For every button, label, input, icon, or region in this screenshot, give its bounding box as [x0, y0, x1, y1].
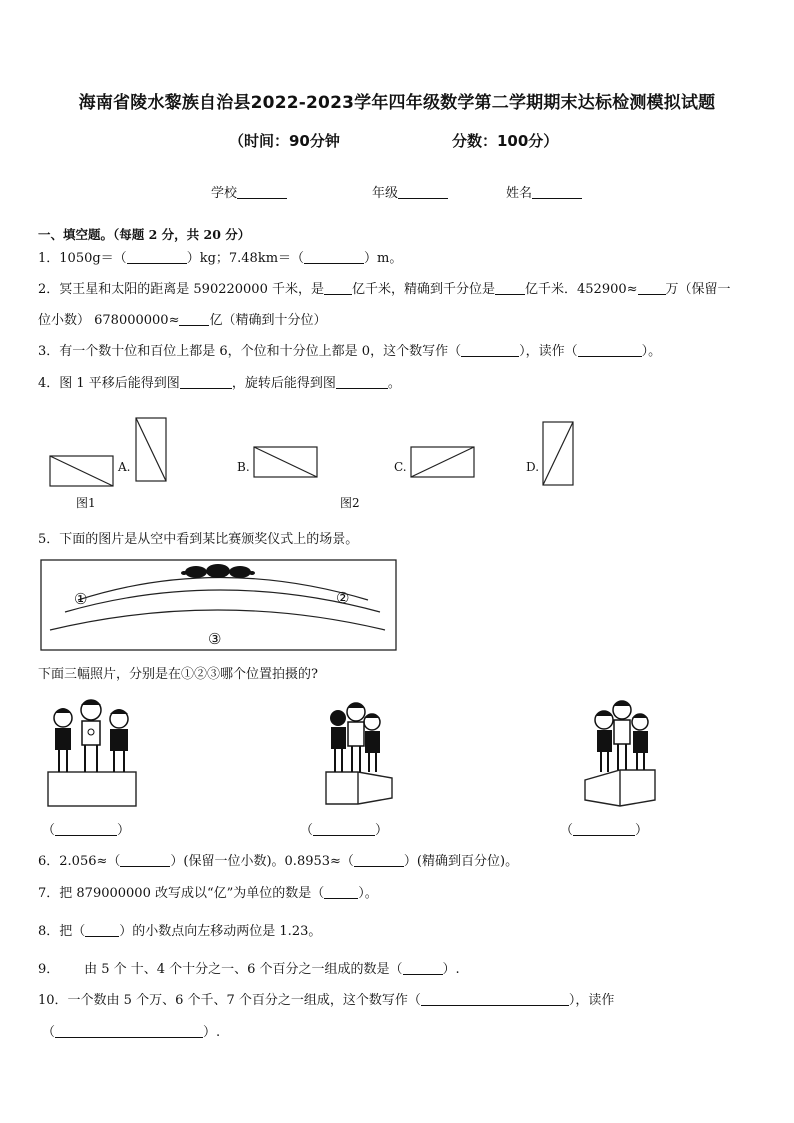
- q3-text-a: 3．有一个数十位和百位上都是 6，个位和十分位上都是 0，这个数写作（: [38, 344, 462, 359]
- exam-time: （时间：90分钟: [229, 132, 340, 150]
- q4-text-a: 4．图 1 平移后能得到图: [38, 376, 180, 391]
- paren-close: ）: [117, 823, 131, 838]
- question-9: [38, 962, 460, 978]
- q2-text-e: 位小数） 678000000≈: [38, 313, 180, 328]
- question-10-line-1: [38, 993, 614, 1009]
- q10-blank-2[interactable]: [55, 1025, 203, 1038]
- q7-blank[interactable]: [324, 886, 358, 899]
- q10-text-c: （: [42, 1025, 56, 1040]
- q8-blank[interactable]: [85, 924, 119, 937]
- q10-text-d: ）.: [203, 1025, 221, 1040]
- q1-text-c: ）m。: [364, 251, 403, 266]
- paren-open: （: [300, 823, 314, 838]
- exam-score: 分数：100分）: [452, 132, 559, 150]
- q9-blank[interactable]: [403, 962, 443, 975]
- paren-close: ）: [635, 823, 649, 838]
- q10-text-a: 10．一个数由 5 个万、6 个千、7 个百分之一组成，这个数写作（: [38, 993, 421, 1008]
- option-b-label: B.: [237, 460, 250, 474]
- option-c-label: C.: [394, 460, 407, 474]
- section-heading: 一、填空题。（每题 2 分，共 20 分）: [38, 227, 251, 242]
- q3-text-b: ），读作（: [519, 344, 578, 359]
- q2-text-d: 万（保留一: [665, 282, 731, 297]
- q1-text-b: ）kg；7.48km＝（: [186, 251, 305, 266]
- question-10-line-2: [42, 1025, 220, 1041]
- q1-text-a: 1．1050g＝（: [38, 251, 127, 266]
- figure-1-caption: 图1: [76, 496, 96, 510]
- q9-text-a: 9． 由 5 个 十、4 个十分之一、6 个百分之一组成的数是（: [38, 962, 403, 977]
- figure-2-caption: 图2: [340, 496, 360, 510]
- q6-text-c: ）(精确到百分位)。: [403, 854, 519, 869]
- q6-text-b: ）(保留一位小数)。0.8953≈（: [170, 854, 354, 869]
- photo-2-answer: [300, 823, 388, 839]
- position-3-label: ③: [208, 630, 222, 648]
- q2-text-b: 亿千米，精确到千分位是: [351, 282, 495, 297]
- photo-1-blank[interactable]: [55, 823, 117, 836]
- q6-blank-2[interactable]: [354, 854, 404, 867]
- option-d-label: D.: [526, 460, 540, 474]
- question-7: [38, 886, 378, 902]
- paren-open: （: [42, 823, 56, 838]
- photo-1-answer: [42, 823, 130, 839]
- photo-3-answer: [560, 823, 648, 839]
- grade-label: 年级: [372, 186, 399, 201]
- name-label: 姓名: [506, 186, 533, 201]
- photo-3-blank[interactable]: [573, 823, 635, 836]
- q7-text-a: 7．把 879000000 改写成以“亿”为单位的数是（: [38, 886, 325, 901]
- q4-text-b: ，旋转后能得到图: [231, 376, 336, 391]
- page-title: 海南省陵水黎族自治县2022-2023学年四年级数学第二学期期末达标检测模拟试题: [78, 93, 716, 113]
- position-1-label: ①: [74, 590, 88, 608]
- photo-3: [585, 701, 655, 806]
- q8-text-a: 8．把（: [38, 924, 86, 939]
- q10-blank-1[interactable]: [421, 993, 569, 1006]
- question-5-prompt: 下面三幅照片，分别是在①②③哪个位置拍摄的?: [38, 667, 318, 682]
- paren-close: ）: [375, 823, 389, 838]
- q3-text-c: ）。: [641, 344, 662, 359]
- q6-text-a: 6．2.056≈（: [38, 854, 121, 869]
- q2-text-a: 2．冥王星和太阳的距离是 590220000 千米，是: [38, 282, 324, 297]
- paren-open: （: [560, 823, 574, 838]
- photo-1: [48, 700, 136, 807]
- photo-2-blank[interactable]: [313, 823, 375, 836]
- option-a-label: A.: [118, 460, 131, 474]
- question-8: [38, 924, 321, 940]
- question-6: [38, 854, 518, 870]
- q7-text-b: ）。: [358, 886, 378, 901]
- school-label: 学校: [211, 186, 238, 201]
- question-5: 5．下面的图片是从空中看到某比赛颁奖仪式上的场景。: [38, 532, 359, 547]
- photo-2: [326, 703, 392, 804]
- q10-text-b: ），读作: [568, 993, 615, 1008]
- q2-text-f: 亿（精确到十分位）: [209, 313, 327, 328]
- q4-text-c: 。: [387, 376, 401, 391]
- q9-text-b: ）.: [442, 962, 460, 977]
- q2-text-c: 亿千米．452900≈: [525, 282, 638, 297]
- q6-blank-1[interactable]: [120, 854, 170, 867]
- position-2-label: ②: [336, 589, 350, 607]
- q8-text-b: ）的小数点向左移动两位是 1.23。: [119, 924, 322, 939]
